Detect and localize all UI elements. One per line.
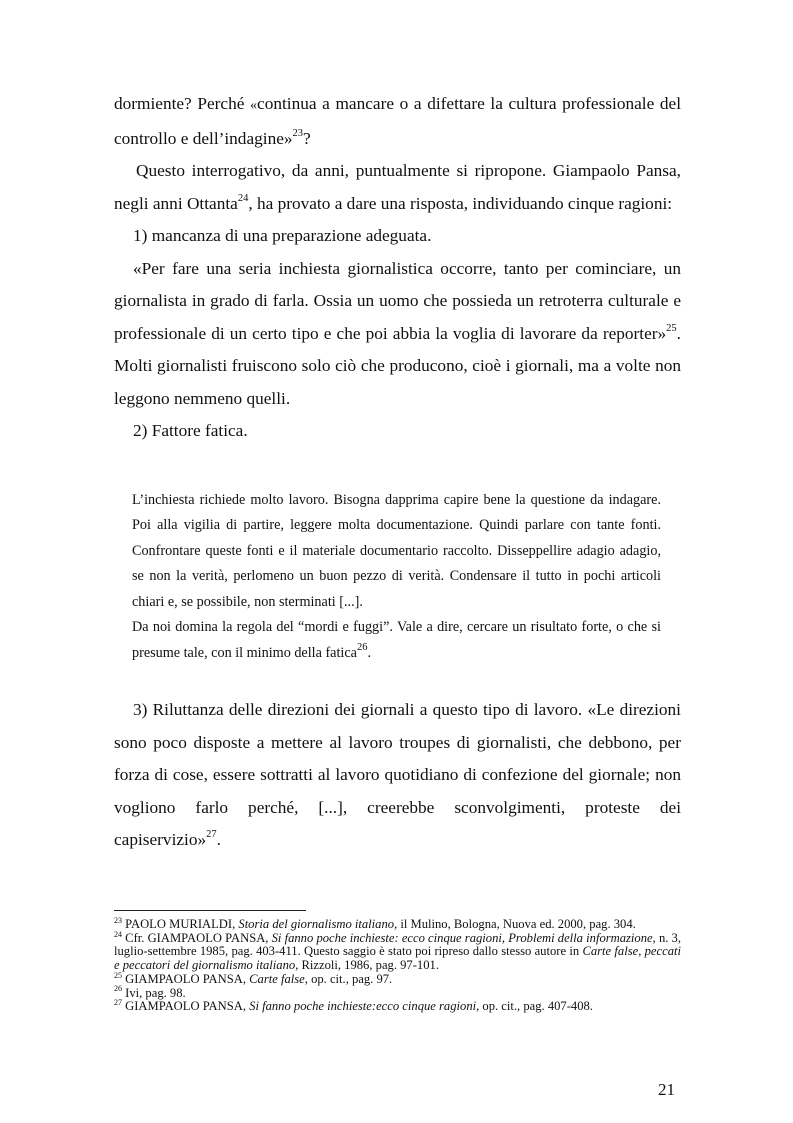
paragraph-6: 3) Riluttanza delle direzioni dei giornali a questo tipo di lavoro. «Le direzioni sono poco disposte a mettere al lavoro troupes di giornalisti, che debbono, per forza di cose, essere sottratti al lavoro quotidiano di confezione del giornale; non vogliono farlo perché, [...], creerebbe sconvolgimenti, proteste dei capiservizio»$^{27}$. xyxy=(114,700,681,849)
footnote-ref-24: 24 xyxy=(237,192,249,204)
page-number: 21 xyxy=(658,1080,675,1099)
quote-paragraph-1: L’inchiesta richiede molto lavoro. Bisogna dapprima capire bene la questione da indagare. Poi alla vigilia di partire, leggere molta documentazione. Quindi parlare con tante fonti. Confrontare queste fonti e il materiale documentario raccolto. Disseppellire adagio adagio, se non la verità, perlomeno un buon pezzo di verità. Condensare il tutto in pochi articoli chiari e, se possibile, non sterminati [...]. xyxy=(132,491,661,610)
paragraph-2: Questo interrogativo, da anni, puntualmente si ripropone. Giampaolo Pansa, negli anni Ottanta$^{24}$, ha provato a dare una risposta, individuando cinque ragioni: xyxy=(114,161,681,213)
main-text xyxy=(114,88,681,857)
footnote-ref-26: 26 xyxy=(356,641,368,653)
footnote-ref-23: 23 xyxy=(292,127,304,139)
footnote-24: $^{24}$ Cfr. GIAMPAOLO PANSA, Si fanno poche inchieste: ecco cinque ragioni, Problemi della informazione, n. 3, luglio-settembre 1985, pag. 403-411. Questo saggio è stato poi ripreso dallo stesso autore in Carte false, peccati e peccatori del giornalismo italiano, Rizzoli, 1986, pag. 97-101. xyxy=(114,929,682,973)
footnote-23: $^{23}$ PAOLO MURIALDI, Storia del giornalismo italiano, il Mulino, Bologna, Nuova ed. 2000, pag. 304. xyxy=(114,915,636,931)
block-quote xyxy=(132,488,661,667)
footnote-ref-27: 27 xyxy=(206,829,217,841)
paragraph-5: 2) Fattore fatica. xyxy=(133,421,248,440)
paragraph-1: dormiente? Perché «continua a mancare o a difettare la cultura professionale del controllo e dell’indagine»$^{23}$? xyxy=(114,94,682,148)
footnote-25: $^{25}$ GIAMPAOLO PANSA, Carte false, op. cit., pag. 97. xyxy=(114,970,393,986)
footnote-26: $^{26}$ Ivi, pag. 98. xyxy=(114,984,186,1000)
footnotes xyxy=(114,915,682,1014)
paragraph-3: 1) mancanza di una preparazione adeguata. xyxy=(133,226,432,245)
footnote-27: $^{27}$ GIAMPAOLO PANSA, Si fanno poche inchieste:ecco cinque ragioni, op. cit., pag. 407-408. xyxy=(114,998,593,1014)
footnote-ref-25: 25 xyxy=(666,322,677,334)
quote-paragraph-2: Da noi domina la regola del “mordi e fuggi”. Vale a dire, cercare un risultato forte, o che si presume tale, con il minimo della fatica$^{26}$. xyxy=(132,619,661,661)
paragraph-4: «Per fare una seria inchiesta giornalistica occorre, tanto per cominciare, un giornalista in grado di farla. Ossia un uomo che possieda un retroterra culturale e professionale di un certo tipo e che poi abbia la voglia di lavorare da reporter»$^{25}$. Molti giornalisti fruiscono solo ciò che producono, cioè i giornali, ma a volte non leggono nemmeno quelli. xyxy=(114,258,681,408)
footnote-separator xyxy=(114,910,306,911)
